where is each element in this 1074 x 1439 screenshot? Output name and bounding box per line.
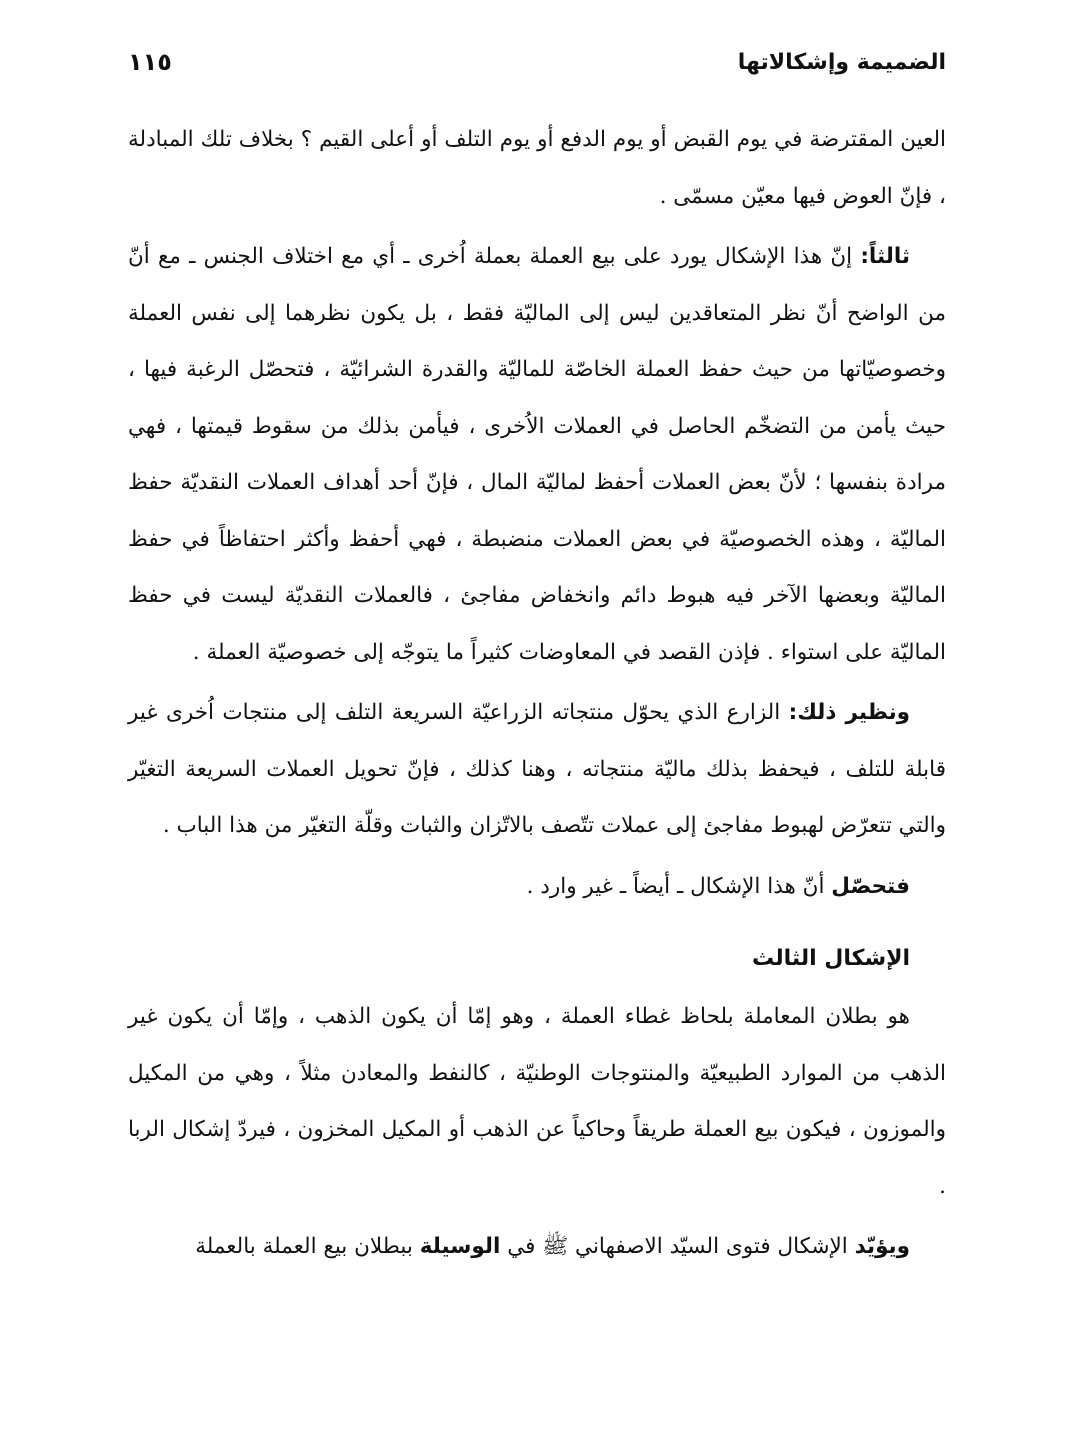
- page-number: ١١٥: [128, 48, 172, 76]
- running-title: الضميمة وإشكالاتها: [737, 49, 946, 75]
- page-body: [128, 112, 946, 1276]
- paragraph-lead: ونظير ذلك:: [788, 700, 911, 725]
- section-heading: الإشكال الثالث: [752, 946, 910, 971]
- book-title: الوسيلة: [419, 1234, 501, 1259]
- paragraph-lead: ثالثاً:: [860, 244, 910, 269]
- paragraph-lead: فتحصّل: [831, 873, 910, 899]
- paragraph-lead: ويؤيّد: [854, 1234, 910, 1259]
- paragraph-text: الإشكال فتوى السيّد الاصفهاني ﷺ في: [500, 1234, 855, 1259]
- paragraph-text: أنّ هذا الإشكال ـ أيضاً ـ غير وارد .: [526, 873, 832, 899]
- paragraph-text: هو بطلان المعاملة بلحاظ غطاء العملة ، وهو إمّا أن يكون الذهب ، وإمّا أن يكون غير الذهب من الموارد الطبيعيّة والمنتوجات الوطنيّة ، كالنفط والمعادن مثلاً ، وهي من المكيل والموزون ، فيكون بيع العملة طريقاً وحاكياً عن الذهب أو المكيل المخزون ، فيردّ إشكال الربا .: [128, 1004, 946, 1199]
- paragraph-text: ببطلان بيع العملة بالعملة: [195, 1234, 420, 1259]
- paragraph-third-objection: [128, 989, 946, 1215]
- paragraph-text: الزارع الذي يحوّل منتجاته الزراعيّة السريعة التلف إلى منتجات اُخرى غير قابلة للتلف ، فيحفظ بذلك ماليّة منتجاته ، وهنا كذلك ، فإنّ تحويل العملات السريعة التغيّر والتي تتعرّض لهبوط مفاجئ إلى عملات تتّصف بالاتّزان والثبات وقلّة التغيّر من هذا الباب .: [128, 700, 946, 838]
- paragraph-analogy: [128, 685, 946, 855]
- paragraph-text: العين المقترضة في يوم القبض أو يوم الدفع أو يوم التلف أو أعلى القيم ؟ بخلاف تلك المبادلة ، فإنّ العوض فيها معيّن مسمّى .: [128, 127, 946, 209]
- paragraph-support: [128, 1219, 946, 1276]
- running-head: [128, 40, 946, 84]
- paragraph-continuation: [128, 112, 946, 225]
- paragraph-conclusion: [128, 859, 946, 916]
- paragraph-text: إنّ هذا الإشكال يورد على بيع العملة بعملة اُخرى ـ أي مع اختلاف الجنس ـ مع أنّ من الواضح أنّ نظر المتعاقدين ليس إلى الماليّة فقط ، بل يكون نظرهما إلى نفس العملة وخصوصيّاتها من حيث حفظ العملة الخاصّة للماليّة والقدرة الشرائيّة ، فتحصّل الرغبة فيها ، حيث يأمن من التضخّم الحاصل في العملات الاُخرى ، فيأمن بذلك من سقوط قيمتها ، فهي مرادة بنفسها ؛ لأنّ بعض العملات أحفظ لماليّة المال ، فإنّ أحد أهداف العملات النقديّة حفظ الماليّة ، وهذه الخصوصيّة في بعض العملات منضبطة ، فهي أحفظ وأكثر احتفاظاً في حفظ الماليّة وبعضها الآخر فيه هبوط دائم وانخفاض مفاجئ ، فالعملات النقديّة ليست في حفظ الماليّة على استواء . فإذن القصد في المعاوضات كثيراً ما يتوجّه إلى خصوصيّة العملة .: [128, 244, 946, 665]
- paragraph-thirdly: [128, 229, 946, 681]
